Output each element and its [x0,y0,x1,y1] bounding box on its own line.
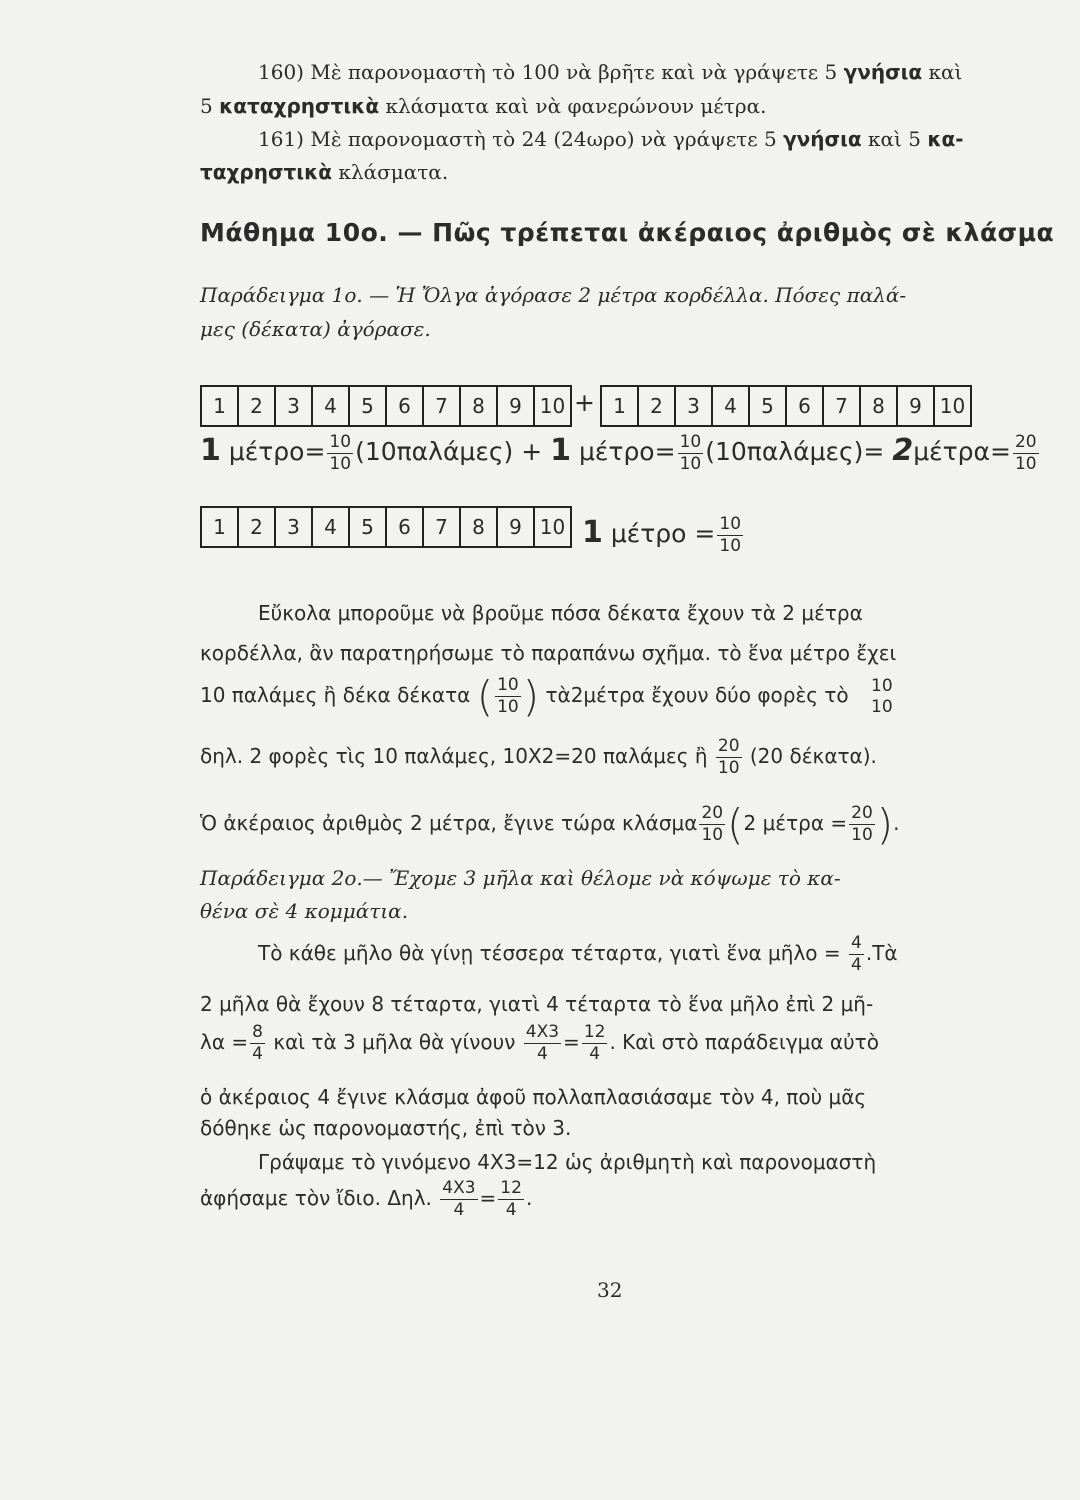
paren: ) [876,800,894,849]
strip-cell: 9 [898,387,935,425]
text: κλάσματα καὶ νὰ φανερώνουν μέτρα. [385,94,767,118]
numerator: 4 [851,933,862,953]
bold-text: γνήσια [783,127,862,151]
text: + [521,437,543,466]
fraction [717,513,743,556]
fraction [849,805,875,844]
numerator: 20 [717,736,740,756]
body-p3-line4: ὁ ἀκέραιος 4 ἔγινε κλάσμα ἀφοῦ πολλαπλασιάσαμε τὸν 4, ποὺ μᾶς [200,1085,867,1109]
text: 1 [200,433,221,468]
paren: ( [476,672,494,721]
body-p3-line5: δόθηκε ὡς παρονομαστής, ἐπὶ τὸν 3. [200,1116,572,1140]
denominator: 10 [717,758,740,778]
fraction [498,1180,524,1219]
fraction [440,1180,477,1219]
strip-cell: 2 [239,508,276,546]
strip-cell: 5 [350,508,387,546]
strip-cell: 6 [787,387,824,425]
paren: ) [522,672,540,721]
numerator: 12 [500,1178,522,1198]
denominator: 10 [871,696,893,717]
fraction [869,675,895,717]
text: . [893,811,900,835]
body-p4-line1: Γράψαμε τὸ γινόμενο 4X3=12 ὡς ἀριθμητὴ καὶ παρονομαστὴ [258,1150,877,1174]
bold-text: ταχρηστικὰ [200,160,333,184]
strip-cell: 6 [387,387,424,425]
text: (10παλάμες) [355,437,514,466]
text: 1 [550,433,572,468]
denominator: 4 [453,1200,465,1220]
text: Καὶ στὸ παράδειγμα αὐτὸ [622,1030,879,1054]
strip-cell: 7 [824,387,861,425]
strip-cell: 3 [676,387,713,425]
exercise-160-line2 [200,94,766,118]
page-number: 32 [597,1278,623,1302]
text: . [609,1030,616,1054]
numerator: 10 [679,431,702,452]
text: 10 παλάμες ἢ δέκα δέκατα [200,683,471,707]
denominator: 4 [851,955,862,975]
paren: ( [727,800,744,849]
text: δηλ. 2 φορὲς τὶς 10 παλάμες, 10X2=20 παλάμες ἢ [200,744,708,768]
body-p3-line1 [258,935,898,974]
strip-cell: 9 [498,387,535,425]
ribbon-strip-1 [200,385,572,427]
body-p1-line2: κορδέλλα, ἂν παρατηρήσωμε τὸ παραπάνω σχῆμα. τὸ ἕνα μέτρο ἔχει [200,641,897,665]
strip-cell: 7 [424,387,461,425]
text: 2 μέτρα = [743,811,848,835]
strip-cell: 6 [387,508,424,546]
numerator: 4X3 [442,1178,476,1198]
text: Τὸ κάθε μῆλο θὰ γίνῃ τέσσερα τέταρτα, γιατὶ ἕνα μῆλο = [258,941,841,965]
text: = [694,519,716,548]
text: (20 δέκατα). [749,744,877,768]
denominator: 10 [329,453,352,474]
strip-cell: 2 [639,387,676,425]
strip-cell: 10 [539,394,566,418]
denominator: 4 [252,1044,263,1064]
fraction [327,431,353,474]
example2-line2: θένα σὲ 4 κομμάτια. [200,899,409,923]
numerator: 4X3 [525,1022,560,1042]
strip-cell: 8 [461,387,498,425]
text: καὶ [928,60,963,84]
body-p3-line3 [200,1024,879,1063]
exercise-161-line1 [258,127,964,151]
text: Τὰ [872,941,898,965]
bold-text: κα- [927,127,964,151]
ribbon-strip-2 [600,385,972,427]
plus-sign: + [574,388,595,417]
body-p4-line2 [200,1180,532,1219]
fraction [250,1024,265,1063]
fraction [495,677,521,716]
text: μέτρο [578,437,655,466]
lesson-heading: Μάθημα 10ο. — Πῶς τρέπεται ἀκέραιος ἀριθμὸς σὲ κλάσμα [200,218,1055,247]
text: = [990,437,1011,466]
fraction [582,1024,608,1063]
strip-cell: 7 [424,508,461,546]
text: (10παλάμες) [705,437,864,466]
denominator: 10 [1014,453,1037,474]
denominator: 4 [536,1044,548,1064]
strip-cell: 3 [276,387,313,425]
denominator: 10 [851,825,873,845]
numerator: 20 [1014,431,1037,452]
body-p1-line4 [200,738,877,777]
body-p1-line3 [200,672,897,721]
denominator: 4 [589,1044,601,1064]
text: 1 [582,515,603,550]
meter-equation-row [200,433,1041,473]
numerator: 20 [851,803,873,823]
strip-cell: 8 [461,508,498,546]
text: μέτρο [610,519,687,548]
numerator: 8 [252,1022,263,1042]
denominator: 10 [701,825,724,845]
text: = [304,437,326,466]
text: . [525,1186,533,1210]
denominator: 10 [679,453,702,474]
example1-line2: μες (δέκατα) ἀγόρασε. [200,317,431,341]
text: τὰ2μέτρα ἔχουν δύο φορὲς τὸ [545,683,849,707]
text: ἀφήσαμε τὸν ἴδιο. Δηλ. [200,1186,432,1210]
example1-line1: Παράδειγμα 1ο. — Ἡ Ὄλγα ἀγόρασε 2 μέτρα κορδέλλα. Πόσες παλά- [200,283,907,307]
bold-text: καταχρηστικὰ [219,94,380,118]
strip-cell: 9 [498,508,535,546]
strip-cell: 1 [202,508,239,546]
text: = [479,1186,497,1210]
denominator: 4 [505,1200,517,1220]
fraction [716,738,742,777]
text: 5 [200,94,213,118]
strip-cell: 8 [861,387,898,425]
strip-cell: 1 [202,387,239,425]
fraction [1013,431,1039,474]
strip-cell: 10 [539,515,566,539]
bold-text: γνήσια [843,60,923,84]
strip-cell: 4 [313,387,350,425]
body-p3-line2: 2 μῆλα θὰ ἔχουν 8 τέταρτα, γιατὶ 4 τέταρτα τὸ ἕνα μῆλο ἐπὶ 2 μῆ- [200,992,874,1016]
text: μέτρο [228,437,305,466]
fraction [678,431,704,474]
example2-line1: Παράδειγμα 2ο.— Ἔχομε 3 μῆλα καὶ θέλομε νὰ κόψωμε τὸ κα- [200,866,841,890]
ribbon-strip-3 [200,506,572,548]
text: κλάσματα. [338,160,449,184]
body-p1-line1: Εὔκολα μποροῦμε νὰ βροῦμε πόσα δέκατα ἔχουν τὰ 2 μέτρα [258,601,863,625]
strip-cell: 10 [939,394,966,418]
exercise-161-line2 [200,160,448,184]
numerator: 10 [329,431,352,452]
strip-cell: 5 [750,387,787,425]
fraction [699,805,725,844]
text: = [654,437,676,466]
numerator: 10 [497,675,519,695]
numerator: 10 [871,675,893,696]
strip-cell: 1 [602,387,639,425]
numerator: 10 [719,513,742,534]
strip-cell: 3 [276,508,313,546]
text: λα = [200,1030,249,1054]
text: μέτρα [913,437,991,466]
text: 2 [892,433,914,468]
text: 161) Μὲ παρονομαστὴ τὸ 24 (24ωρο) νὰ γράψετε 5 [258,127,777,151]
single-meter-equation [582,515,745,555]
text: = [563,1030,580,1054]
strip-cell: 4 [313,508,350,546]
fraction [524,1024,561,1063]
text: = [863,437,885,466]
denominator: 10 [497,697,519,717]
body-p2 [200,800,900,849]
text: Ὁ ἀκέραιος ἀριθμὸς 2 μέτρα, ἔγινε τώρα κλάσμα [200,811,698,835]
numerator: 20 [701,803,724,823]
exercise-160-line1 [258,60,962,84]
strip-cell: 5 [350,387,387,425]
strip-cell: 2 [239,387,276,425]
text: 160) Μὲ παρονομαστὴ τὸ 100 νὰ βρῆτε καὶ νὰ γράψετε 5 [258,60,838,84]
fraction [849,935,864,974]
text: καὶ 5 [868,127,921,151]
numerator: 12 [583,1022,606,1042]
strip-cell: 4 [713,387,750,425]
denominator: 10 [719,535,742,556]
text: καὶ τὰ 3 μῆλα θὰ γίνουν [273,1030,516,1054]
text: . [865,941,873,965]
